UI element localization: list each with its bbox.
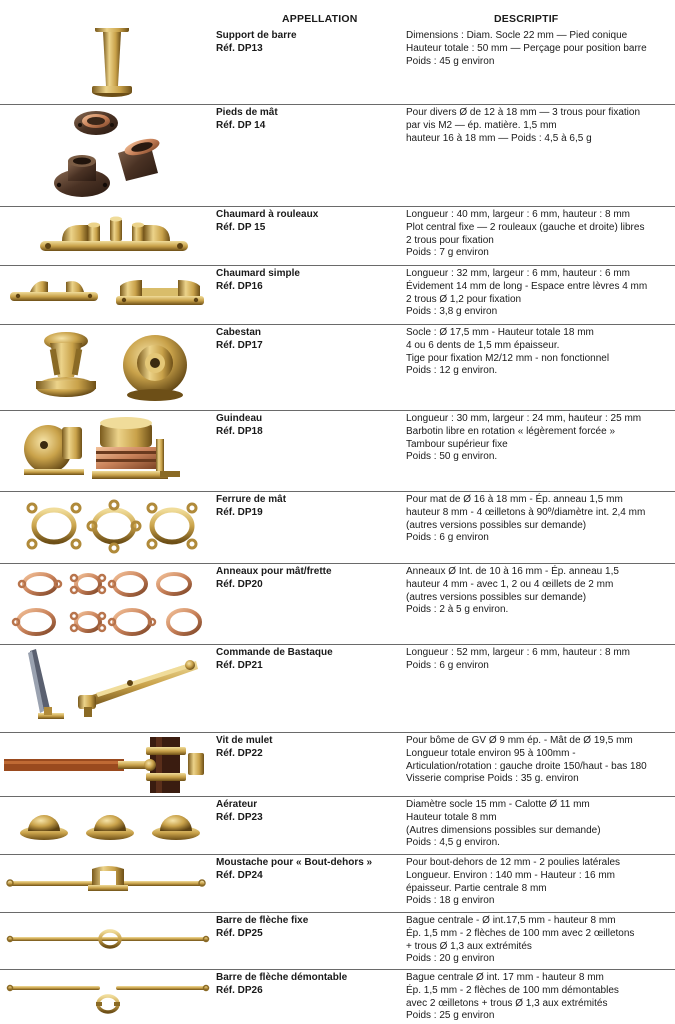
product-row-dp14 (0, 105, 675, 207)
product-row-dp13 (0, 28, 675, 105)
product-name: Cabestan (216, 327, 262, 338)
product-image-windlass (0, 411, 210, 491)
product-image-mast-foot (0, 105, 210, 206)
product-image-gooseneck (0, 733, 210, 796)
product-ref: Réf. DP 14 (216, 119, 266, 131)
product-description: Pour bôme de GV Ø 9 mm ép. - Mât de Ø 19,5 mm Longueur totale environ 95 à 100mm - Articulation/rotation : gauche droite 150/haut - bas 180 Visserie comprise Poids : 35 g. environ (406, 735, 647, 785)
product-row-dp23 (0, 797, 675, 855)
product-description: Longueur : 30 mm, largeur : 24 mm, hauteur : 25 mm Barbotin libre en rotation « légèrement forcée » Tambour supérieur fixe Poids : 50 g environ. (406, 413, 642, 463)
product-name: Vit de mulet (216, 735, 273, 746)
product-name: Barre de flèche fixe (216, 915, 309, 926)
product-row-dp21 (0, 645, 675, 733)
product-description: Bague centrale - Ø int.17,5 mm - hauteur 8 mm Ép. 1,5 mm - 2 flèches de 100 mm avec 2 œilletons + trous Ø 1,3 aux extrémités Poids : 20 g environ (406, 915, 635, 965)
product-ref: Réf. DP20 (216, 578, 263, 590)
product-image-mast-fitting (0, 492, 210, 563)
product-ref: Réf. DP25 (216, 927, 263, 939)
product-row-dp22 (0, 733, 675, 797)
product-image-ventilator (0, 797, 210, 854)
product-ref: Réf. DP19 (216, 506, 263, 518)
product-image-roller-fairlead (0, 207, 210, 265)
product-ref: Réf. DP18 (216, 425, 263, 437)
product-name: Support de barre (216, 30, 297, 41)
product-description: Anneaux Ø Int. de 10 à 16 mm - Ép. anneau 1,5 hauteur 4 mm - avec 1, 2 ou 4 œillets de 2 mm (autres versions possibles sur demande) Poids : 2 à 5 g environ. (406, 566, 619, 616)
product-name: Aérateur (216, 799, 258, 810)
product-description: Bague centrale Ø int. 17 mm - hauteur 8 mm Ép. 1,5 mm - 2 flèches de 100 mm démontables avec 2 œilletons + trous Ø 1,3 aux extrémités Poids : 25 g environ (406, 972, 619, 1022)
product-description: Pour divers Ø de 12 à 18 mm — 3 trous pour fixation par vis M2 — ép. matière. 1,5 mm hauteur 16 à 18 mm — Poids : 4,5 à 6,5 g (406, 107, 640, 144)
product-row-dp16 (0, 266, 675, 325)
product-image-removable-spreader (0, 970, 210, 1024)
product-name: Chaumard simple (216, 268, 300, 279)
product-image-capstan (0, 325, 210, 410)
product-description: Socle : Ø 17,5 mm - Hauteur totale 18 mm 4 ou 6 dents de 1,5 mm épaisseur. Tige pour fixation M2/12 mm - non fonctionnel Poids : 12 g environ. (406, 327, 610, 377)
column-header-appellation: APPELLATION (282, 13, 358, 25)
product-ref: Réf. DP23 (216, 811, 263, 823)
product-ref: Réf. DP13 (216, 42, 263, 54)
product-description: Dimensions : Diam. Socle 22 mm — Pied conique Hauteur totale : 50 mm — Perçage pour position barre Poids : 45 g environ (406, 30, 647, 67)
product-row-dp24 (0, 855, 675, 913)
product-row-dp17 (0, 325, 675, 411)
product-ref: Réf. DP21 (216, 659, 263, 671)
product-name: Guindeau (216, 413, 263, 424)
table-header (0, 0, 675, 28)
product-name: Pieds de mât (216, 107, 278, 118)
product-image-simple-fairlead (0, 266, 210, 324)
product-image-mast-rings (0, 564, 210, 644)
product-description: Pour bout-dehors de 12 mm - 2 poulies latérales Longueur. Environ : 140 mm - Hauteur : 16 mm épaisseur. Partie centrale 8 mm Poids : 18 g environ (406, 857, 621, 907)
product-description: Diamètre socle 15 mm - Calotte Ø 11 mm Hauteur totale 8 mm (Autres dimensions possibles sur demande) Poids : 4,5 g environ. (406, 799, 601, 849)
product-row-dp26 (0, 970, 675, 1024)
product-name: Moustache pour « Bout-dehors » (216, 857, 373, 868)
product-name: Commande de Bastaque (216, 647, 333, 658)
product-description: Longueur : 52 mm, largeur : 6 mm, hauteur : 8 mm Poids : 6 g environ (406, 647, 630, 671)
product-description: Longueur : 32 mm, largeur : 6 mm, hauteur : 6 mm Évidement 14 mm de long - Espace entre lèvres 4 mm 2 trous Ø 1,2 pour fixation Poids : 3,8 g environ (406, 268, 648, 318)
product-row-dp19 (0, 492, 675, 564)
product-ref: Réf. DP17 (216, 339, 263, 351)
product-name: Chaumard à rouleaux (216, 209, 319, 220)
product-row-dp25 (0, 913, 675, 970)
product-image-bowsprit-whisker (0, 855, 210, 912)
product-ref: Réf. DP26 (216, 984, 263, 996)
product-row-dp15 (0, 207, 675, 266)
product-ref: Réf. DP24 (216, 869, 263, 881)
product-row-dp18 (0, 411, 675, 492)
product-ref: Réf. DP22 (216, 747, 263, 759)
product-image-bar-support (0, 28, 210, 104)
column-header-descriptif: DESCRIPTIF (494, 13, 559, 25)
product-description: Longueur : 40 mm, largeur : 6 mm, hauteur : 8 mm Plot central fixe — 2 rouleaux (gauche et droite) libres 2 trous pour fixation Poids : 7 g environ (406, 209, 645, 259)
product-image-fixed-spreader (0, 913, 210, 969)
product-description: Pour mat de Ø 16 à 18 mm - Ép. anneau 1,5 mm hauteur 8 mm - 4 œilletons à 90º/diamètre int. 2,4 mm (autres versions possibles sur demande) Poids : 6 g environ (406, 494, 646, 544)
product-ref: Réf. DP 15 (216, 221, 266, 233)
product-ref: Réf. DP16 (216, 280, 263, 292)
product-name: Ferrure de mât (216, 494, 287, 505)
product-row-dp20 (0, 564, 675, 645)
product-name: Barre de flèche démontable (216, 972, 348, 983)
product-image-backstay-lever (0, 645, 210, 732)
product-name: Anneaux pour mât/frette (216, 566, 332, 577)
